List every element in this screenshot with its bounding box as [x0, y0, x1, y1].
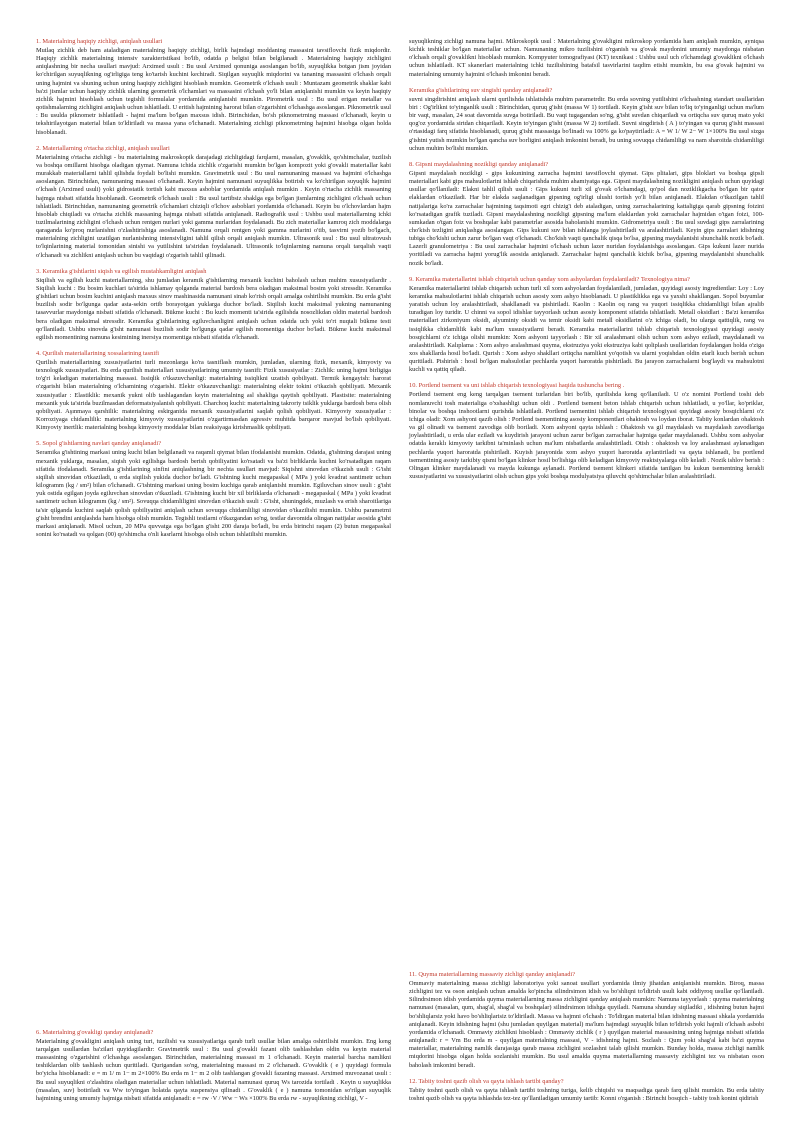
section-body: Qurilish materiallarining xususiyatlarini turli mezonlarga ko'ra tasniflash mumkin, jumladan, ularning fizik, mexanik, kimyoviy va texnologik xususiyatlari. Bu erda qurilish materiallari xususiyatlarining umumiy tasnifi: Fizik xususiyatlar : Zichlik: uning hajmi birligiga to'g'ri keladigan materialning massasi. Issiqlik o'tkazuvchanligi: materialning issiqlikni uzatish qobiliyati. Termik kengayish: harorat o'zgarishi bilan materialning o'lchamining o'zgarishi. Elektr o'tkazuvchanligi: materialning elektr tokini o'tkazish qobiliyati. Mexanik xususiyatlar : Elastiklik: mexanik yukni olib tashlagandan keyin materialning asl shakliga qaytish qobiliyati. Plastisite: materialning mexanik yuk ta'sirida buzilmasdan deformatsiyalanish qobiliyati. Charchoq kuchi: materialning takroriy tsiklik yuklarga bardosh bera olish qobiliyati. Aşınmaya qarshilik: materialning eskirganida mexanik xususiyatlarini saqlab qolish qobiliyati. Kimyoviy xususiyatlar : Korroziyaga chidamlilik: materialning kimyoviy xususiyatlarini o'zgartirmasdan agressiv muhitda barqaror mavjud bo'lish qobiliyati. Kimyoviy inertlik: materialning boshqa kimyoviy moddalar bilan reaksiyaga kirishmaslik qobiliyati. [36, 359, 391, 432]
section-3 [36, 268, 391, 342]
section-heading: 9. Keramika materiallarini ishlab chiqarish uchun qanday xom ashyolardan foydalaniladi? Texnologiya nima? [409, 275, 690, 283]
section-heading: 2. Materiallarning o'rtacha zichligi, aniqlash usullari [36, 144, 170, 152]
section-heading: 6. Materialning g'ovakligi qanday aniqlanadi? [36, 1028, 154, 1036]
section-9 [409, 276, 764, 375]
section-8 [409, 161, 764, 268]
section-11 [409, 971, 764, 1070]
left-column [36, 38, 391, 1111]
section-body: Mutlaq zichlik deb ham ataladigan materialning haqiqiy zichligi, birlik hajmdagi moddaning massasini tavsiflovchi fizik miqdordir. Haqiqiy zichlik materialning intensiv xarakteristikasi bo'lib, odatda ρ belgisi bilan belgilanadi . Materialning haqiqiy zichligini aniqlashning bir necha usullari mavjud: Arximed usuli : Bu usul Arximed qonuniga asoslangan bo'lib, suyuqlikka botgan jism joyidan ko'chirilgan suyuqlikning og'irligiga teng ko'tarish kuchini kechiradi. Siqilgan suyuqlik miqdorini va tananing massasini o'lchash orqali uning hajmini va shuning uchun uning haqiqiy zichligini hisoblash mumkin. Geometrik o'lchash usuli : Muntazam geometrik shaklar kabi ba'zi jismlar uchun haqiqiy zichlik ularning geometrik o'lchamlari va massasini o'lchash yo'li bilan aniqlanishi mumkin va keyin haqiqiy zichlik hajmini hisoblash uchun tegishli formulalar yordamida aniqlanishi mumkin. Pirometrik usul : Bu usul erigan metallar va qotishmalarning zichligini aniqlash uchun ishlatiladi. U eritish hajmining harorat bilan o'zgarishini o'lchashga asoslangan. Piknometrik usul : Bu usulda piknometr ishlatiladi - hajmi ma'lum bo'lgan maxsus idish. Birinchidan, bo'sh piknometrning massasi o'lchanadi, keyin u tekshirilayotgan material bilan to'ldiriladi va massa yana o'lchanadi. Materialning zichligi piknometrning hajmini hisobga olgan holda hisoblanadi. [36, 47, 391, 136]
section-heading: 4. Qurilish materiallarining xossalarining tasnifi [36, 350, 159, 357]
section-4 [36, 350, 391, 432]
section-heading: 3. Keramika g'ishtlarini siqish va egilish mustahkamligini aniqlash [36, 267, 207, 275]
section-heading: 8. Gipsni maydalashning nozikligi qanday aniqlanadi? [409, 160, 549, 168]
section-1 [36, 38, 391, 137]
section-body: Siqilish va egilish kuchi materiallarning, shu jumladan keramik g'ishtlarning mexanik kuchini baholash uchun muhim xususiyatlardir . Siqilish kuchi : Bu bosim kuchlari ta'sirida ishlamay qolganda material bardosh bera oladigan maksimal bosim yoki stressdir. Keramika g'ishtlari uchun bosim kuchini aniqlash maxsus sinov mashinasida namunani sinab ko'rish orqali amalga oshirilishi mumkin. Bu erda g'isht buzilish sodir bo'lgunga qadar asta-sekin ortib borayotgan yuklarga duchor bo'ladi. Siqilish kuchi maksimal yukning namunaning tasavvurlar maydoniga nisbati sifatida o'lchanadi. Bükme kuchi : Bu kuch momenti ta'sirida egilishda nosozlikdan oldin material bardosh bera oladigan maksimal stressdir. Keramika g'ishtlarining egiluvchanligini aniqlash uchun odatda uch yoki to'rt nuqtali bükme testi qo'llaniladi. Ushbu sinovda g'isht namunasi buzilish sodir bo'lgunga qadar egilish momentiga duchor bo'ladi. Bükme kuchi maksimal egilish momentining namuna kesimining inersiya momentiga nisbati sifatida o'lchanadi. [36, 276, 391, 341]
section-body: Portlend tsement eng keng tarqalgan tsement turlaridan biri bo'lib, qurilishda keng qo'llaniladi. U o'z nomini Portlend toshi deb nomlanuvchi tosh materialiga o'xshashligi uchun oldi . Portlend tsement beton ishlab chiqarish uchun ishlatiladi, u yo'llar, ko'priklar, binolar va boshqa inshootlarni qurishda ishlatiladi. Portlend tsementini ishlab chiqarish texnologiyasi quyidagi asosiy bosqichlarni o'z ichiga oladi: Xom ashyoni qazib olish : Portlend tsementining asosiy komponentlari ohaktosh va loydan iborat. Tabiiy konlardan ohaktosh va gil olinadi va tsement zavodiga olib boriladi. Xom ashyoni qayta ishlash : Ohaktosh va gil maydalash va maydalash zavodlariga joylashtiriladi, u erda ular eziladi va kuydirish jarayoni uchun zarur bo'lgan zarrachalar hajmiga qadar maydalanadi. Ushbu xom ashyolar odatda keraklı kimyoviy tarkibni ta'minlash uchun ma'lum nisbatlarda aralashtiriladi. Otish : ohaktosh va loy aralashmasi aylanadigan pechlarda yuqori haroratda pishiriladi. Kuyish jarayonida xom ashyo yuqori haroratda aylantiriladi va qayta ishlanadi, bu portlend tsementining asosiy tarkibiy qismi bo'lgan klinker hosil bo'lishiga olib keladigan kimyoviy reaktsiyalarga olib keladi . Nozik ishlov berish : Olingan klinker maydalanadi va mayda kukunga aylanadi. Portlend tsement klinkeri sifatida tanilgan bu kukun tsementning kerakli xususiyatlarini va xususiyatlarini olish uchun gips yoki boshqa modulyatsiya qiluvchi qo'shimchalar bilan aralashtiriladi. [409, 391, 764, 481]
section-heading: 10. Portlend tsement va uni ishlab chiqarish texnologiyasi haqida tushuncha bering . [409, 382, 625, 390]
section-body: suvni singdirishini aniqlash ularni qurilishda ishlatishda muhim parametrdir. Bu erda sovning yutilishini o'lchashning standart usullaridan biri : Og'irlikni to'yinganlik usuli : Birinchidan, quruq g'isht (massa W 1) tortiladi. Keyin g'isht suv bilan to'liq to'yinganligi uchun ma'lum bir vaqt, masalan, 24 soat davomida suvga botiriladi. Bu vaqt tugagandan so'ng, g'isht suvdan chiqariladi va ortiqcha suv quruq mato yoki qog'oz yordamida sirtdan chiqariladi. Keyin to'yingan g'isht (massa W 2) tortiladi. Suvni singdirish ( A ) to'yingan va quruq g'isht massasi o'rtasidagi farq sifatida hisoblanadi, quruq g'isht massasiga bo'linadi va 100% ga ko'paytiriladi: A = W 1/ W 2− W 1×100% Bu usul sizga g'ishtni yutish mumkin bo'lgan qancha suv borligini aniqlash imkonini beradi, bu uning sovuqqa chidamliligi va nam sharoitda chidamliligi uchun muhim bo'lishi mumkin. [409, 95, 764, 152]
section-body: Gipsni maydalash nozikligi - gips kukunining zarracha hajmini tavsiflovchi qiymat. Gips plitalari, gips bloklari va boshqa gipsli materiallari kabi gips mahsulotlarini ishlab chiqarishda muhim ahamiyatga ega. Gipsni maydalashning nozikligini aniqlash uchun quyidagi usullar qo'llaniladi: Elakni tahlil qilish usuli : Gips kukuni turli xil g'ovak o'lchamdagi, qo'pol dan noziklikgacha bo'lgan bir qator elaklardan o'tkaziladi. Har bir elakda saqlanadigan gipsning og'irligi ulushi tortish yo'li bilan aniqlanadi. Elakdan o'tkazilgan tahlil natijalariga ko'ra zarrachalar hajmining taqsimoti egri chizig'i deb ataladigan, uning zarrachalarining kattaligiga qarab gipsning foizini ko'rsatadigan grafik tuziladi. Gipsni maydalashning nozikligi gipsning ma'lum elaklardan yoki zarrachalar hajmidan o'tgan foizi, 100-sumkadan o'tgan foiz va boshqalar kabi parametrlar asosida baholanishi mumkin. Gidrometriya usuli : Bu usul suvdagi gips zarralarining cho'kish tezligini aniqlashga asoslangan. Gips kukuni suv bilan ishlanga joylashtiriladi va aralashtiriladi. Keyin gips zarralari idishning tubiga cho'kishi uchun zarur bo'lgan vaqt o'lchanadi. Cho'kish vaqti qanchalik qisqa bo'lsa, gipsning maydalanishi shunchalik nozik bo'ladi. Lazerli granulometriya : Bu usul zarrachalar hajmini o'lchash uchun lazer nuridan foydalanishga asoslangan. Gips kukuni lazer nurida yoritiladi va zarracha hajmi yorug'lik asosida aniqlanadi. Zarrachalar hajmi qanchalik kichik bo'lsa, gipsning maydalanishi shunchalik nozik bo'ladi. [409, 169, 764, 267]
section-12 [409, 1078, 764, 1103]
right-column [409, 38, 764, 1111]
section-heading: Keramika g'ishtlarining suv singishi qanday aniqlanadi? [409, 86, 553, 94]
section-body: Ommaviy materialning massa zichligi laboratoriya yoki sanoat usullari yordamida ilmiy jihatdan aniqlanishi mumkin. Biroq, massa zichligini tez va oson aniqlash uchun amalda ko'pincha silindrsimon idish va bo'shliqni to'ldirish usuli kabi oddiyroq usullar qo'llaniladi. Silindrsimon idish yordamida quyma materiallarning massa zichligini qanday aniqlash mumkin: Namuna tayyorlash : quyma materialning namunasi (masalan, qum, shag'al, shag'al va boshqalar) silindrsimon idishga quyiladi. Namuna shunday siqiladiki , idishning butun hajmi bo'shliqlarsiz yoki havo bo'shliqlarisiz to'ldiriladi. Massa va hajmni o'lchash : To'ldirgan material bilan idishning massasi shkala yordamida aniqlanadi. Keyin idishning hajmi (shu jumladan quyilgan material) ma'lum hajmdagi suyuqlik bilan to'ldirish yoki hajmli o'lchash asbobi yordamida o'lchanadi. Ommaviy zichlikni hisoblash : Ommaviy zichlik ( r ) quyilgan material massasining uning hajmiga nisbati sifatida aniqlanadi: r = Vm Bu erda m - quyilgan materialning massasi, V - idishning hajmi. Sozlash : Qum yoki shag'al kabi ba'zi quyma materiallar, materialning namlik darajasiga qarab massa zichligini sozlashni talab qilishi mumkin. Bunday holda, massa zichligi namlik miqdorini hisobga olgan holda sozlanishi mumkin. Bu usul amalda quyma materiallarning massaviy zichligini tez va nisbatan oson baholash imkonini beradi. [409, 979, 764, 1069]
section-body: Materialning o'rtacha zichligi - bu materialning makroskopik darajadagi zichligidagi farqlarni, masalan, g'ovaklik, qo'shimchalar, tuzilish va boshqa omillarni hisobga oladigan qiymat. Namuna ichida zichlik o'zgarishi mumkin bo'lgan kompozit yoki g'ovakli materiallar kabi murakkab materiallarni tahlil qilishda foydali bo'lishi mumkin. Gravimetrik usul : Bu usul namunaning massasi va hajmini o'lchashga asoslangan. Birinchidan, namunaning massasi o'lchanadi. Keyin hajmini namunani suyuqlikka botirish va ko'chirilgan suyuqlik hajmini o'lchash (Arximed usuli) yoki gidrostatik tortish kabi maxsus asboblar yordamida aniqlash mumkin . Keyin o'rtacha zichlik massaning hajmga nisbati sifatida hisoblanadi. Geometrik o'lchash usuli : Bu usul tartibsiz shaklga ega bo'lgan jismlarning zichligini o'lchash uchun ishlatiladi. Birinchidan, namunaning geometrik o'lchamlari chiziqli o'lchov asboblari yordamida o'lchanadi. Keyin bu o'lchovlardan hajm hisoblab chiqiladi va o'rtacha zichlik massaning hajmga nisbati sifatida aniqlanadi. Radiografik usul : Ushbu usul materiallarning ichki tuzilmalarining zichligini o'lchash uchun rentgen nurlari yoki gamma nurlaridan foydalanadi. Bu zich materiallar kamroq zich moddalarga qaraganda ko'proq nurlanishni o'zlashtirishiga asoslanadi. Namuna orqali rentgen yoki gamma nurlarini o'tib, tasvirni yozib bo'lgach, materialning zichligini uzatilgan nurlanishning intensivligini tahlil qilish orqali aniqlash mumkin. Ultrasonik usul : Bu usul ultratovush to'lqinlarining material tomonidan sinishi va yutilishini ta'siridan foydalanadi. Ultrasonik to'lqinlarning namuna orqali tarqalish vaqti o'lchanadi va zichlikni aniqlash uchun bu vaqtdagi o'zgarish tahlil qilinadi. [36, 153, 391, 259]
section-5 [36, 440, 391, 539]
section-body: Seramika g'ishtining markasi uning kuchi bilan belgilanadi va raqamli qiymat bilan ifodalanishi mumkin. Odatda, g'ishtning darajasi uning mexanik yuklarga, masalan, siqish yoki egilishga bardosh berish qobiliyatini ko'rsatadi va ba'zi birliklarda kuchni ko'rsatadigan raqam sifatida ifodalanadi. Seramika g'ishtlarining sinfini aniqlashning bir nechta usullari mavjud: Siqishni sinovdan o'tkazish usuli : G'isht siqilish sinovidan o'tkaziladi, u erda siqilish yukida duchor bo'ladi. G'ishtning kuchi megapaskal ( MPa ) yoki kvadrat santimetr uchun kilogramm (kg / sm²) bilan o'lchanadi. G'ishtning markasi uning bosim kuchiga qarab aniqlanishi mumkin. Egiluvchan sinov usuli : g'isht yuk ostida egilgan joyda egiluvchan sinovdan o'tkaziladi. G'ishtning kuchi bir xil birliklarda o'lchanadi - megapaskal ( MPa ) yoki kvadrat santimetr uchun kilogramm (kg / sm²). Sovuqqa chidamliligini sinovdan o'tkazish usuli : G'isht, shuningdek, muzlash va erish sharoitlariga ta'sir qilganda kuchini saqlab qolish qobiliyatini aniqlash uchun sovuqqa chidamliligi sinovidan o'tkazilishi mumkin. Ushbu parametrni g'isht brendini aniqlashda ham hisobga olish mumkin. Tegishli testlarni o'tkazgandan so'ng, testlar davomida olingan natijalar asosida g'isht markasi aniqlanadi. Misol uchun, 20 MPa quvvatga ega bo'lgan g'isht 200 daraja bo'ladi, bu erda birinchi raqam (2) butun megapaskal sonini ko'rsatadi va qolgan (00) qo'shimcha o'nli kasrlarni hisobga olish uchun ishlatilishi mumkin. [36, 449, 391, 538]
section-10 [409, 382, 764, 481]
section-body: Materialning g'ovakligini aniqlash uning turi, tuzilishi va xususiyatlariga qarab turli usullar bilan amalga oshirilishi mumkin. Eng keng tarqalgan usullardan ba'zilari quyidagilardir: Gravimetrik usul : Bu usul g'ovakli fazani olib tashlashdan oldin va keyin material massasining o'zgarishini o'lchashga asoslangan. Birinchidan, materialning massasi m 1 o'lchanadi. Keyin material barcha namlikni teshiklardan olib tashlash uchun quritiladi. Qurigandan so'ng, materialning massasi m 2 o'lchanadi. G'ovaklik ( e ) quyidagi formula bo'yicha hisoblanadi: e = m 1/ m 1− m 2×100% Bu erda m 1− m 2 olib tashlangan g'ovakli fazaning massasi. Arximed muvozanat usuli : Bu usul suyuqlikni o'zlashtira oladigan materiallar uchun ishlatiladi. Material namunasi quruq Ws tarozida tortiladi . Keyin u suyuqlikka (masalan, suv) botiriladi va Ww to'yingan holatda qayta suspensiya qilinadi . G'ovaklik ( e ) namuna tomonidan so'rilgan suyuqlik hajmining uning umumiy hajmiga nisbati sifatida aniqlanadi: e = rw ·V / Ww − Ws ×100% Bu erda rw - suyuqlikning zichligi, V - [36, 1037, 391, 1102]
section-body: Keramika materiallarini ishlab chiqarish uchun turli xil xom ashyolardan foydalaniladi, jumladan, quyidagi asosiy ingredientlar: Loy : Loy keramika mahsulotlarini ishlab chiqarish uchun asosiy xom ashyo hisoblanadi. U plastiklikka ega va yaxshi shakllangan. Sopol buyumlar yaratish uchun loy aralashtiriladi, shakllanadi va pishiriladi. Kaolin : Kaolin oq rang va yuqori issiqlikka chidamliligi bilan ajralib turadigan loy turidir. U chinni va sopol idishlar tayyorlash uchun asosiy komponent sifatida ishlatiladi. Metall oksidlari : Ba'zi keramika materiallari zirkoniyum oksidi, alyuminiy oksidi va temir oksidi kabi metall oksidlarini o'z ichiga oladi, bu ularga qattiqlik, rang va issiqlikka chidamlilik kabi ma'lum xususiyatlarni beradi. Keramika materiallarini ishlab chiqarish texnologiyasi quyidagi asosiy bosqichlarni o'z ichiga olishi mumkin: Xom ashyoni tayyorlash : Bir xil aralashmani olish uchun xom ashyo eziladi, maydalanadi va aralashtiriladi. Kalıplama : Xom ashyo aralashmasi quyma, ekstruziya yoki ekstruziya kabi qoliplash usullaridan foydalangan holda o'ziga xos shakllarda hosil bo'ladi. Qurish : Xom ashyo shakllari ortiqcha namlikni yo'qotish va ularni yoqishdan oldin etarli kuch berish uchun quritiladi. Pishirish : hosil bo'lgan mahsulotlar pechlarda yuqori haroratda pishiriladi. Bu jarayon zarrachalarni bog'laydi va mahsulotni kuchli va qattiq qiladi. [409, 284, 764, 374]
section-heading: 5. Sopol g'ishtlarning navlari qanday aniqlanadi? [36, 440, 162, 448]
section-6-continued [409, 38, 764, 79]
section-2 [36, 145, 391, 260]
section-body: Tabiiy toshni qazib olish va qayta ishlash tartibi toshning turiga, kelib chiqishi va maqsadiga qarab farq qilishi mumkin. Bu erda tabiiy toshni qazib olish va qayta ishlashda tez-tez qo'llaniladigan umumiy tartib: Konni o'rganish : Birinchi bosqich - tabiiy tosh konini qidirish [409, 1086, 764, 1102]
section-heading: 12. Tabiiy toshni qazib olish va qayta ishlash tartibi qanday? [409, 1077, 564, 1085]
section-7 [409, 87, 764, 153]
section-heading: 11. Quyma materiallarning massaviy zichligi qanday aniqlanadi? [409, 970, 576, 978]
section-body: suyuqlikning zichligi namuna hajmi. Mikroskopik usul : Materialning g'ovakligini mikroskop yordamida ham aniqlash mumkin, ayniqsa kichik teshiklar bo'lgan materiallar uchun. Namunaning mikro tuzilishini o'rganish va g'ovak maydonini umumiy maydonga nisbatan o'lchash orqali g'ovaklikni hisoblash mumkin. Kompyuter tomografiyasi (KT) texnikasi : Ushbu usul uch o'lchamdagi g'ovaklikni o'lchash uchun ishlatiladi. KT skanerlari materialning ichki tuzilishining batafsil tasvirlarini taqdim etishi mumkin, bu esa g'ovak hajmini va materialning umumiy hajmini o'lchash imkonini beradi. [409, 38, 764, 78]
section-6 [36, 1029, 391, 1103]
section-heading: 1. Materialning haqiqiy zichligi, aniqlash usullari [36, 38, 163, 45]
